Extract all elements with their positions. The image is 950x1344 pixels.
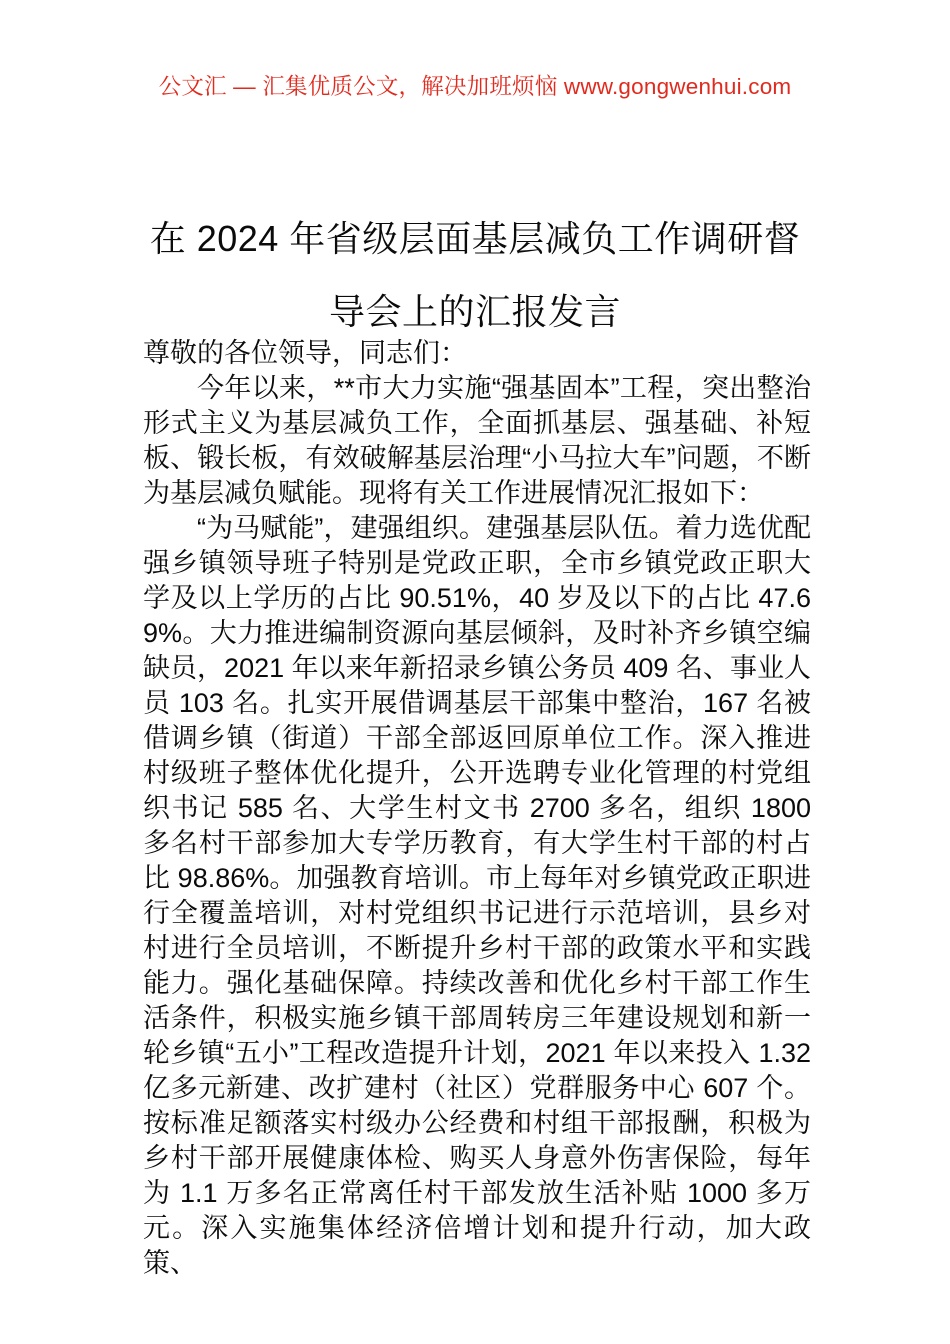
salutation-line: 尊敬的各位领导，同志们： <box>143 338 467 368</box>
site-watermark-text: 公文汇 — 汇集优质公文，解决加班烦恼 www.gongwenhui.com <box>158 74 792 99</box>
document-title: 在 2024 年省级层面基层减负工作调研督导会上的汇报发言 <box>149 218 801 333</box>
document-body <box>143 336 811 1281</box>
body-paragraph-2: “为马赋能”，建强组织。建强基层队伍。着力选优配强乡镇领导班子特别是党政正职，全市乡镇党政正职大学及以上学历的占比 90.51%，40 岁及以下的占比 47.69%。大力推进编制资源向基层倾斜，及时补齐乡镇空编缺员，2021 年以来年新招录乡镇公务员 409 名、事业人员 103 名。扎实开展借调基层干部集中整治，167 名被借调乡镇（街道）干部全部返回原单位工作。深入推进村级班子整体优化提升，公开选聘专业化管理的村党组织书记 585 名、大学生村文书 2700 多名，组织 1800 多名村干部参加大专学历教育，有大学生村干部的村占比 98.86%。加强教育培训。市上每年对乡镇党政正职进行全覆盖培训，对村党组织书记进行示范培训，县乡对村进行全员培训，不断提升乡村干部的政策水平和实践能力。强化基础保障。持续改善和优化乡村干部工作生活条件，积极实施乡镇干部周转房三年建设规划和新一轮乡镇“五小”工程改造提升计划，2021 年以来投入 1.32 亿多元新建、改扩建村（社区）党群服务中心 607 个。按标准足额落实村级办公经费和村组干部报酬，积极为乡村干部开展健康体检、购买人身意外伤害保险，每年为 1.1 万多名正常离任村干部发放生活补贴 1000 多万元。深入实施集体经济倍增计划和提升行动，加大政策、 <box>143 513 811 1278</box>
body-paragraph-1: 今年以来，**市大力实施“强基固本”工程，突出整治形式主义为基层减负工作，全面抓基层、强基础、补短板、锻长板，有效破解基层治理“小马拉大车”问题，不断为基层减负赋能。现将有关工作进展情况汇报如下： <box>143 373 811 508</box>
site-watermark-header <box>0 76 950 99</box>
